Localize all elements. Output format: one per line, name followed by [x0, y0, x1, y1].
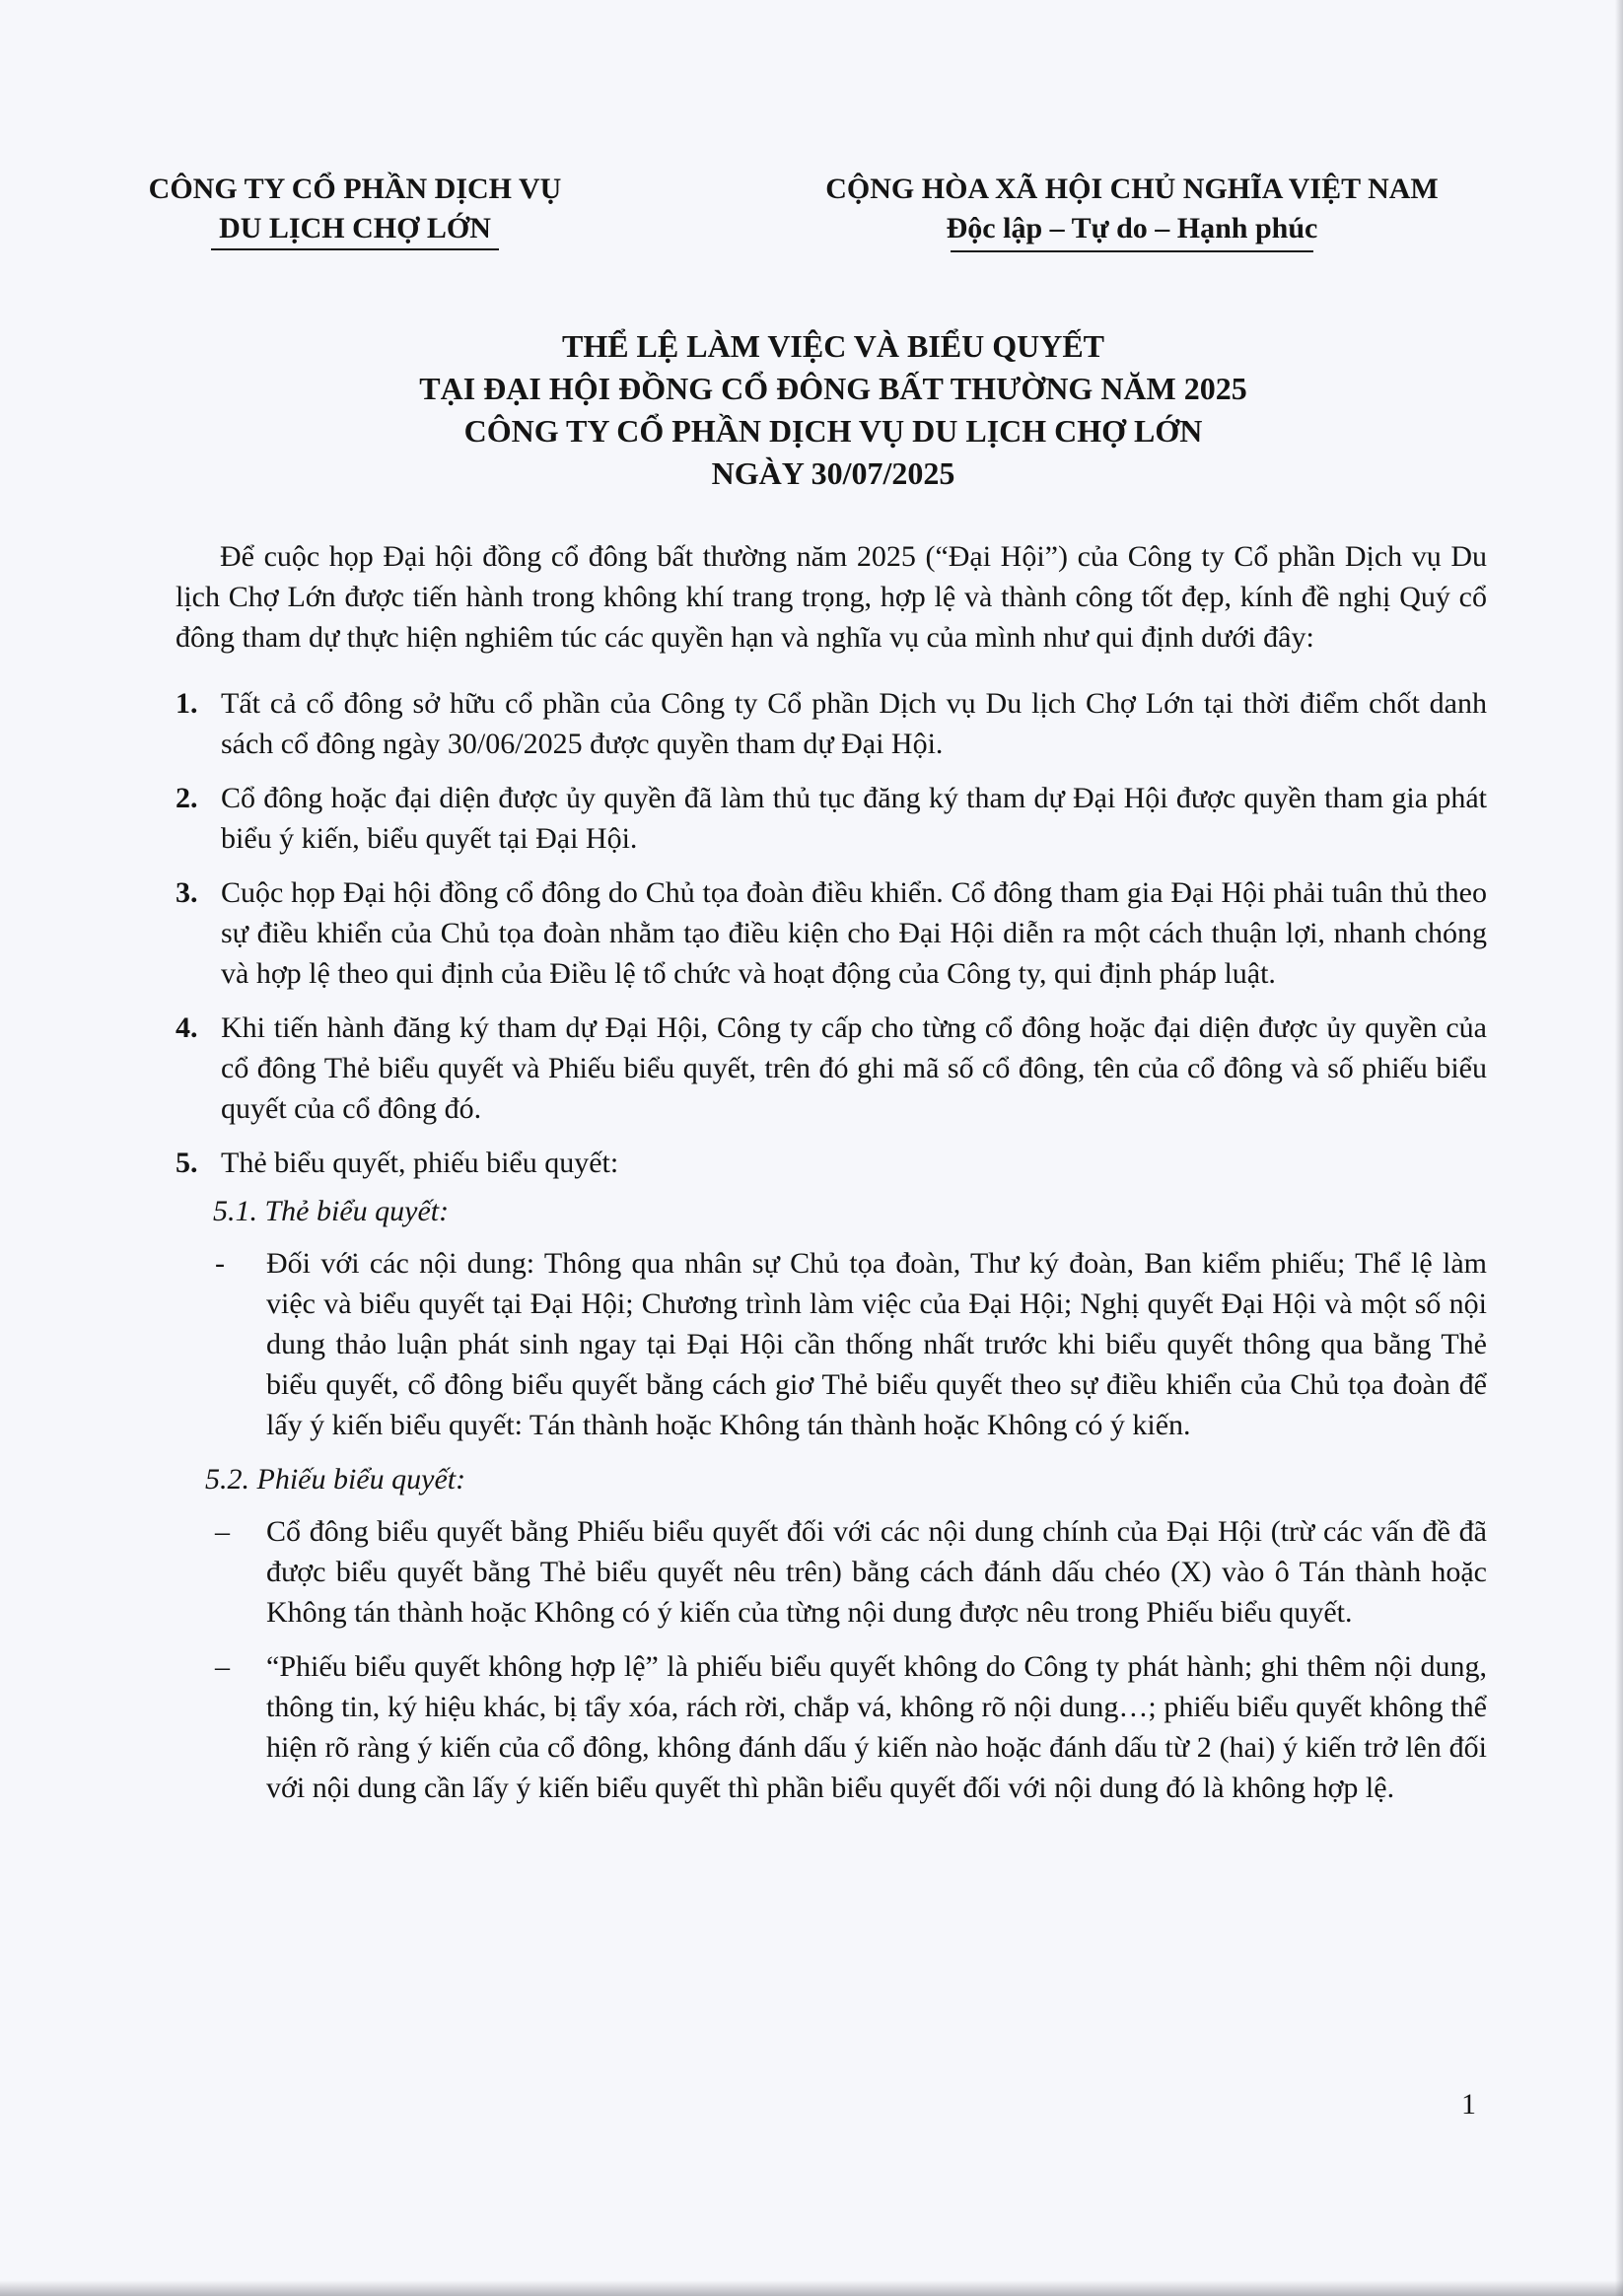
company-underline [211, 248, 499, 250]
list-number: 3. [176, 876, 198, 909]
company-name-line2: DU LỊCH CHỢ LỚN [219, 212, 491, 244]
section-5-2-text-2: “Phiếu biểu quyết không hợp lệ” là phiếu biểu quyết không do Công ty phát hành; ghi thêm nội dung, thông tin, ký hiệu khác, bị tẩy xóa, rách rời, chắp vá, không rõ nội dung…; phiếu biểu quyết không thể hiện rõ ràng ý kiến của cổ đông, không đánh dấu ý kiến nào hoặc đánh dấu từ 2 (hai) ý kiến trở lên đối với nội dung cần lấy ý kiến biểu quyết thì phần biểu quyết đối với nội dung đó là không hợp lệ. [266, 1650, 1487, 1804]
document-title [148, 325, 1518, 495]
intro-paragraph: Để cuộc họp Đại hội đồng cổ đông bất thường năm 2025 (“Đại Hội”) của Công ty Cổ phần Dịch vụ Du lịch Chợ Lớn được tiến hành trong không khí trang trọng, hợp lệ và thành công tốt đẹp, kính đề nghị Quý cổ đông tham dự thực hiện nghiêm túc các quyền hạn và nghĩa vụ của mình như qui định dưới đây: [176, 540, 1487, 654]
list-text: Tất cả cổ đông sở hữu cổ phần của Công ty Cổ phần Dịch vụ Du lịch Chợ Lớn tại thời điểm chốt danh sách cổ đông ngày 30/06/2025 được quyền tham dự Đại Hội. [221, 687, 1487, 760]
national-title: CỘNG HÒA XÃ HỘI CHỦ NGHĨA VIỆT NAM [825, 173, 1439, 205]
page-number: 1 [1461, 2088, 1476, 2121]
list-number: 1. [176, 687, 198, 720]
section-5-1-item [176, 1243, 1487, 1445]
section-5-2-item-1 [176, 1511, 1487, 1633]
section-5-2-item-2 [176, 1646, 1487, 1808]
title-line-3: CÔNG TY CỔ PHẦN DỊCH VỤ DU LỊCH CHỢ LỚN [463, 413, 1203, 449]
title-line-1: THỂ LỆ LÀM VIỆC VÀ BIỂU QUYẾT [561, 328, 1105, 364]
list-item-2 [176, 778, 1487, 859]
motto-underline [951, 250, 1313, 252]
scan-edge-right [1615, 0, 1623, 2296]
list-item-3 [176, 872, 1487, 994]
list-number: 4. [176, 1011, 198, 1044]
section-5-2-text-1: Cổ đông biểu quyết bằng Phiếu biểu quyết đối với các nội dung chính của Đại Hội (trừ các vấn đề đã được biểu quyết bằng Thẻ biểu quyết nêu trên) bằng cách đánh dấu chéo (X) vào ô Tán thành hoặc Không tán thành hoặc Không có ý kiến của từng nội dung được nêu trong Phiếu biểu quyết. [266, 1515, 1487, 1629]
list-text: Cuộc họp Đại hội đồng cổ đông do Chủ tọa đoàn điều khiển. Cổ đông tham gia Đại Hội phải tuân thủ theo sự điều khiển của Chủ tọa đoàn nhằm tạo điều kiện cho Đại Hội diễn ra một cách thuận lợi, nhanh chóng và hợp lệ theo qui định của Điều lệ tổ chức và hoạt động của Công ty, qui định pháp luật. [221, 876, 1487, 990]
company-header [148, 170, 562, 250]
document-body [176, 536, 1487, 1822]
company-name-line1: CÔNG TY CỔ PHẦN DỊCH VỤ [148, 173, 562, 205]
list-item-1 [176, 683, 1487, 764]
list-text: Cổ đông hoặc đại diện được ủy quyền đã làm thủ tục đăng ký tham dự Đại Hội được quyền tham gia phát biểu ý kiến, biểu quyết tại Đại Hội. [221, 782, 1487, 855]
title-line-2: TẠI ĐẠI HỘI ĐỒNG CỔ ĐÔNG BẤT THƯỜNG NĂM 2025 [419, 371, 1247, 406]
dash-bullet: - [215, 1247, 225, 1280]
dash-bullet: – [215, 1650, 230, 1683]
list-item-5 [176, 1143, 1487, 1183]
dash-bullet: – [215, 1515, 230, 1548]
title-line-4: NGÀY 30/07/2025 [711, 455, 955, 491]
list-number: 5. [176, 1147, 198, 1179]
list-number: 2. [176, 782, 198, 814]
section-5-2-heading: 5.2. Phiếu biểu quyết: [205, 1463, 466, 1496]
section-5-1-heading: 5.1. Thẻ biểu quyết: [213, 1195, 450, 1227]
scan-edge-bottom [0, 2280, 1623, 2296]
national-motto: Độc lập – Tự do – Hạnh phúc [946, 212, 1318, 244]
section-5-1-text: Đối với các nội dung: Thông qua nhân sự Chủ tọa đoàn, Thư ký đoàn, Ban kiểm phiếu; Thể lệ làm việc và biểu quyết tại Đại Hội; Chương trình làm việc của Đại Hội; Nghị quyết Đại Hội và một số nội dung thảo luận phát sinh ngay tại Đại Hội cần thống nhất trước khi biểu quyết thông qua bằng Thẻ biểu quyết, cổ đông biểu quyết bằng cách giơ Thẻ biểu quyết theo sự điều khiển của Chủ tọa đoàn để lấy ý kiến biểu quyết: Tán thành hoặc Không tán thành hoặc Không có ý kiến. [266, 1247, 1487, 1441]
national-header [777, 170, 1487, 252]
list-text: Thẻ biểu quyết, phiếu biểu quyết: [221, 1147, 619, 1179]
list-item-4 [176, 1008, 1487, 1129]
list-text: Khi tiến hành đăng ký tham dự Đại Hội, Công ty cấp cho từng cổ đông hoặc đại diện được ủy quyền của cổ đông Thẻ biểu quyết và Phiếu biểu quyết, trên đó ghi mã số cổ đông, tên của cổ đông và số phiếu biểu quyết của cổ đông đó. [221, 1011, 1487, 1125]
